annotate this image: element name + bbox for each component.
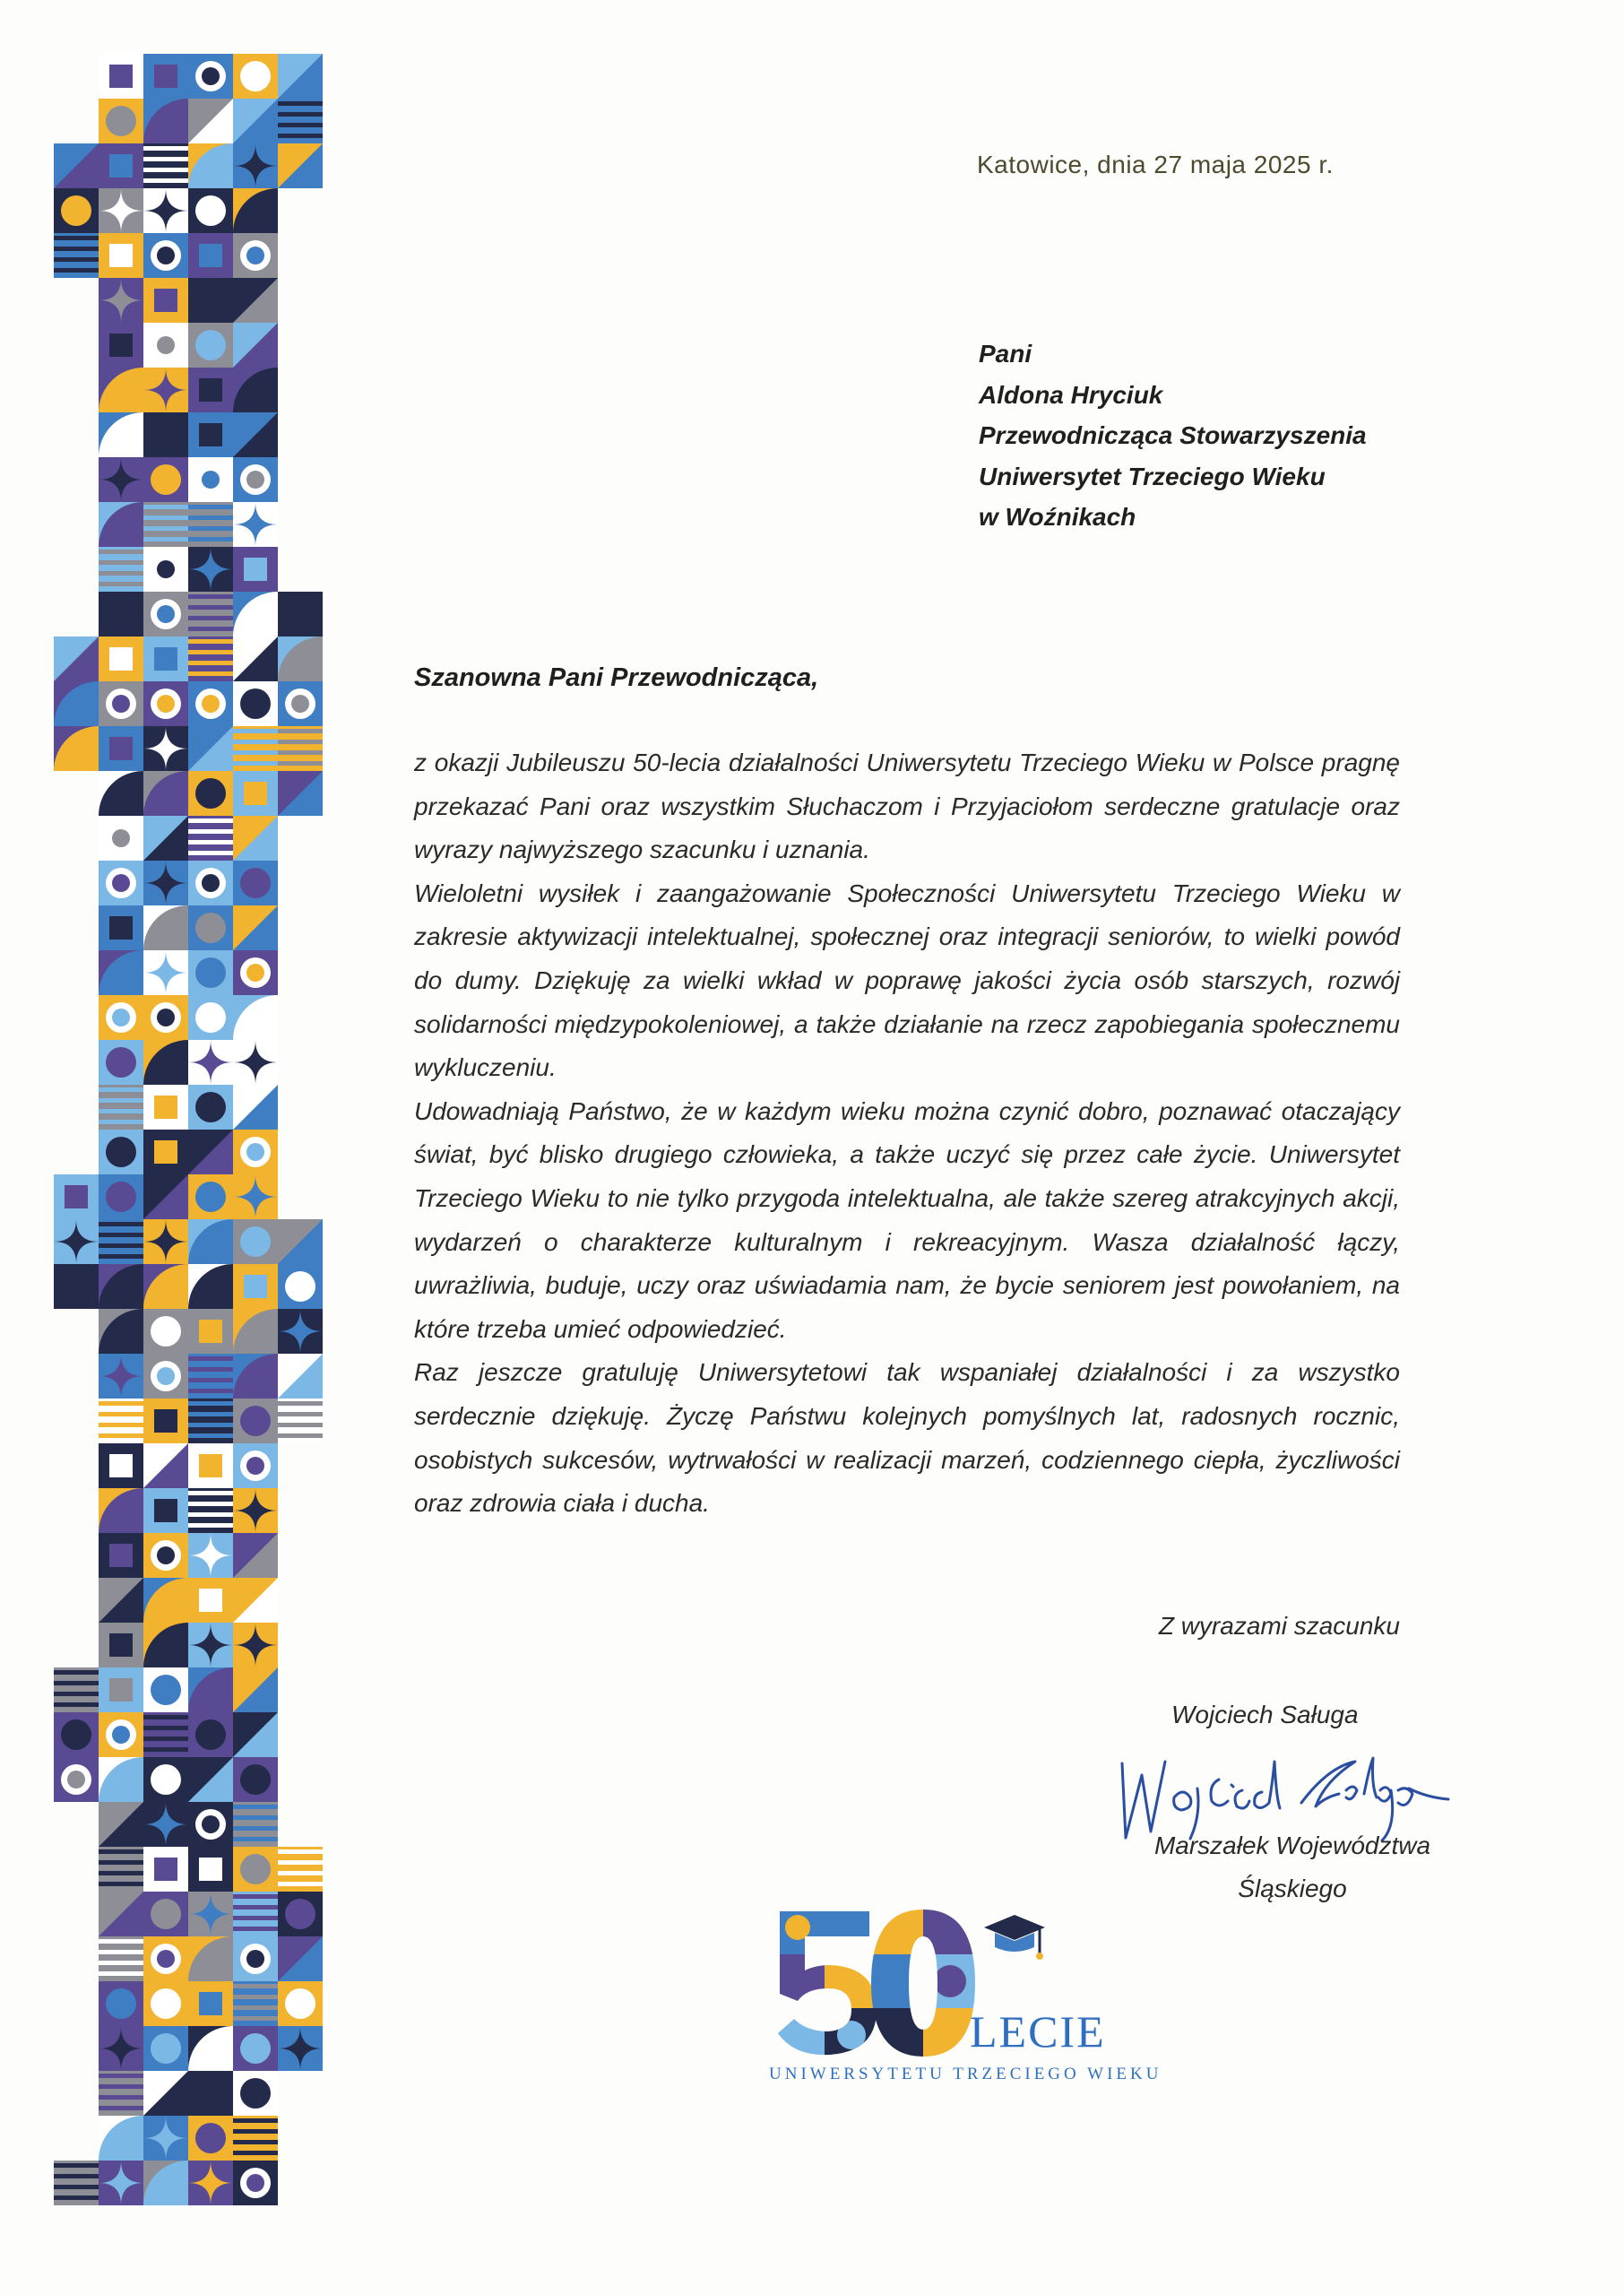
graduation-cap-icon — [984, 1915, 1045, 1960]
recipient-address — [979, 333, 1367, 538]
letter-date: Katowice, dnia 27 maja 2025 r. — [977, 151, 1334, 178]
letter-body — [414, 741, 1400, 1526]
recipient-line: Pani — [979, 340, 1032, 368]
signer-title — [1131, 1824, 1454, 1910]
recipient-line: Przewodnicząca Stowarzyszenia — [979, 421, 1367, 449]
logo-lecie-text: LECIE — [970, 2006, 1106, 2057]
signer-title-line: Śląskiego — [1238, 1875, 1347, 1902]
logo-caption-text: UNIWERSYTETU TRZECIEGO WIEKU — [769, 2065, 1162, 2083]
recipient-line: Aldona Hryciuk — [979, 380, 1163, 409]
body-paragraph: Udowadniają Państwo, że w każdym wieku można czynić dobro, poznawać otaczający świat, być blisko drugiego człowieka, a także uczyć się przez całe życie. Uniwersytet Trzeciego Wieku to nie tylko przygoda intelektualna, ale także szereg atrakcyjnych akcji, wydarzeń o charakterze kulturalnym i rekreacyjnym. Wasza działalność łączy, uwrażliwia, buduje, uczy oraz uświadamia nam, że bycie seniorem jest powołaniem, na które trzeba umieć odpowiedzieć. — [414, 1096, 1400, 1343]
recipient-line: w Woźnikach — [979, 503, 1136, 531]
body-paragraph: Wieloletni wysiłek i zaangażowanie Społeczności Uniwersytetu Trzeciego Wieku w zakresie aktywizacji intelektualnej, społecznej oraz integracji seniorów, to wielki powód do dumy. Dziękuję za wielki wkład w poprawę jakości życia osób starszych, rozwój solidarności międzypokoleniowej, a także działanie na rzecz zapobiegania społecznemu wykluczeniu. — [414, 879, 1400, 1082]
closing-phrase: Z wyrazami szacunku — [1158, 1612, 1400, 1640]
recipient-line: Uniwersytet Trzeciego Wieku — [979, 462, 1326, 490]
body-paragraph: Raz jeszcze gratuluję Uniwersytetowi tak wspaniałej działalności i za wszystko serdecznie dziękuję. Życzę Państwu kolejnych pomyślnych lat, radosnych rocznic, osobistych sukcesów, wytrwałości w realizacji marzeń, codziennego ciepła, życzliwości oraz zdrowia ciała i ducha. — [414, 1358, 1400, 1518]
signer-name: Wojciech Saługa — [1171, 1701, 1359, 1728]
body-paragraph: z okazji Jubileuszu 50-lecia działalności Uniwersytetu Trzeciego Wieku w Polsce pragnę przekazać Pani oraz wszystkim Słuchaczom i Przyjaciołom serdeczne gratulacje oraz wyrazy najwyższego szacunku i uznania. — [414, 749, 1400, 864]
decorative-mosaic-strip — [54, 54, 412, 2232]
salutation: Szanowna Pani Przewodnicząca, — [414, 663, 819, 692]
signer-title-line: Marszałek Województwa — [1153, 1832, 1431, 1859]
